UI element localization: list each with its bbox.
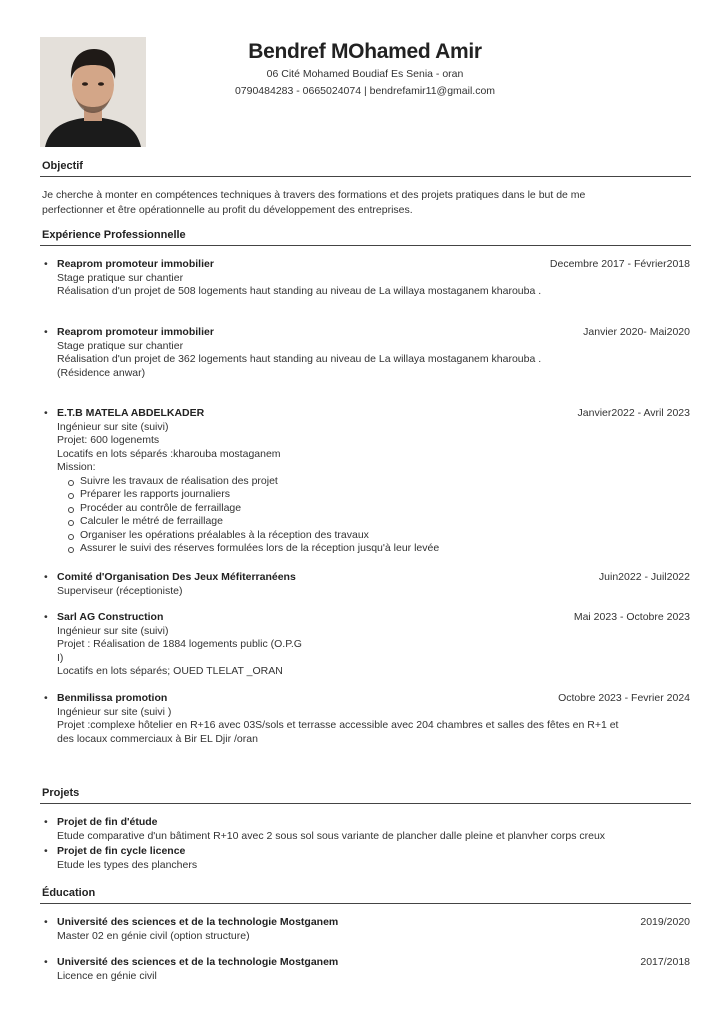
education-item: • Université des sciences et de la technologie Mostganem 2019/2020 Master 02 en génie civil (option structure): [44, 916, 690, 942]
experience-date: Octobre 2023 - Fevrier 2024: [558, 692, 690, 704]
education-title: Université des sciences et de la technologie Mostganem: [57, 916, 339, 928]
experience-title: E.T.B MATELA ABDELKADER: [57, 407, 205, 419]
experience-line: Ingénieur sur site (suivi): [57, 624, 169, 637]
experience-line: Mission:: [57, 461, 96, 473]
experience-line: Superviseur (réceptioniste): [57, 584, 183, 597]
experience-item: • Reaprom promoteur immobilier Janvier 2020- Mai2020 Stage pratique sur chantier Réalisation d'un projet de 362 logements haut standing au niveau de La willaya mostaganem kharouba . (Résidence anwar): [44, 326, 690, 379]
project-description: Etude comparative d'un bâtiment R+10 avec 2 sous sol sous variante de plancher dalle pleine et planvher corps creux: [57, 829, 606, 842]
candidate-name: Bendref MOhamed Amir: [248, 40, 482, 63]
experience-date: Decembre 2017 - Février2018: [549, 258, 690, 270]
section-divider: [40, 803, 691, 804]
education-description: Licence en génie civil: [57, 969, 157, 982]
mission-item: Procéder au contrôle de ferraillage: [44, 502, 690, 516]
project-title: Projet de fin cycle licence: [57, 845, 186, 857]
section-title-education: Éducation: [42, 887, 96, 899]
experience-item: • Reaprom promoteur immobilier Decembre 2017 - Février2018 Stage pratique sur chantier Réalisation d'un projet de 508 logements haut standing au niveau de La willaya mostaganem kharouba .: [44, 258, 690, 297]
experience-line: Locatifs en lots séparés :kharouba mostaganem: [57, 447, 281, 460]
education-date: 2019/2020: [640, 916, 690, 928]
education-date: 2017/2018: [640, 956, 690, 968]
experience-date: Janvier2022 - Avril 2023: [577, 407, 690, 419]
address: 06 Cité Mohamed Boudiaf Es Senia - oran: [266, 68, 464, 80]
mission-item: Préparer les rapports journaliers: [44, 488, 690, 502]
section-title-experience: Expérience Professionnelle: [42, 229, 186, 241]
experience-date: Janvier 2020- Mai2020: [583, 326, 690, 338]
experience-line: Ingénieur sur site (suivi): [57, 420, 169, 433]
mission-item: Assurer le suivi des réserves formulées lors de la réception jusqu'à leur levée: [44, 542, 690, 556]
experience-item: • Comité d'Organisation Des Jeux Méfiterranéens Juin2022 - Juil2022 Superviseur (réceptioniste): [44, 571, 690, 597]
experience-line: Réalisation d'un projet de 362 logements haut standing au niveau de La willaya mostaganem kharouba .: [57, 353, 542, 365]
portrait-image: [40, 37, 146, 147]
education-description: Master 02 en génie civil (option structure): [57, 929, 250, 942]
experience-line: I): [57, 651, 64, 664]
experience-line: Stage pratique sur chantier: [57, 271, 184, 284]
experience-date: Juin2022 - Juil2022: [598, 571, 690, 583]
section-divider: [40, 903, 691, 904]
section-divider: [40, 176, 691, 177]
experience-line: Projet : Réalisation de 1884 logements public (O.P.G: [57, 638, 302, 650]
cv-header: [150, 38, 580, 100]
project-title: Projet de fin d'étude: [57, 816, 158, 828]
objectif-line: perfectionner et être opérationnelle au profit du développement des entreprises.: [42, 204, 413, 216]
education-item: • Université des sciences et de la technologie Mostganem 2017/2018 Licence en génie civil: [44, 956, 690, 982]
education-title: Université des sciences et de la technologie Mostganem: [57, 956, 339, 968]
mission-item: Calculer le métré de ferraillage: [44, 515, 690, 529]
experience-title: Sarl AG Construction: [57, 611, 164, 623]
project-item: • Projet de fin cycle licence Etude les types des planchers: [44, 845, 690, 872]
experience-title: Comité d'Organisation Des Jeux Méfiterranéens: [57, 571, 296, 583]
experience-line: Réalisation d'un projet de 508 logements haut standing au niveau de La willaya mostaganem kharouba .: [57, 285, 542, 297]
experience-line: Stage pratique sur chantier: [57, 339, 184, 352]
experience-line: Ingénieur sur site (suivi ): [57, 705, 172, 718]
experience-item: • Sarl AG Construction Mai 2023 - Octobre 2023 Ingénieur sur site (suivi) Projet : Réalisation de 1884 logements public (O.P.G I) Locatifs en lots séparés; OUED TLELAT _ORAN: [44, 611, 690, 677]
contact-info: 0790484283 - 0665024074 | bendrefamir11@gmail.com: [234, 85, 496, 97]
experience-date: Mai 2023 - Octobre 2023: [573, 611, 690, 623]
project-item: • Projet de fin d'étude Etude comparative d'un bâtiment R+10 avec 2 sous sol sous variante de plancher dalle pleine et planvher corps creux: [44, 816, 690, 843]
experience-line: des locaux commerciaux à Bir EL Djir /oran: [57, 732, 258, 745]
profile-photo: [40, 37, 146, 147]
experience-title: Benmilissa promotion: [57, 692, 168, 704]
experience-item: • Benmilissa promotion Octobre 2023 - Fevrier 2024 Ingénieur sur site (suivi ) Projet :complexe hôtelier en R+16 avec 03S/sols et terrasse accessible avec 204 chambres et salles des fêtes en R+1 et des locaux commerciaux à Bir EL Djir /oran: [44, 692, 690, 745]
experience-item: • E.T.B MATELA ABDELKADER Janvier2022 - Avril 2023 Ingénieur sur site (suivi) Projet: 600 logenemts Locatifs en lots séparés :kharouba mostaganem Mission: Suivre les travaux de réalisation des projet Préparer les rapports journaliers Procéder au contrôle de ferraillage Calculer le métré de ferraillage Organiser les opérations préalables à la réception des travaux Assurer le suivi des réserves formulées lors de la réception jusqu'à leur levée: [44, 407, 690, 554]
experience-title: Reaprom promoteur immobilier: [57, 258, 214, 270]
experience-line: (Résidence anwar): [57, 366, 146, 379]
mission-item: Suivre les travaux de réalisation des projet: [44, 475, 690, 489]
objectif-text: [42, 188, 682, 218]
project-description: Etude les types des planchers: [57, 858, 198, 871]
experience-line: Projet: 600 logenemts: [57, 434, 160, 446]
experience-line: Locatifs en lots séparés; OUED TLELAT _ORAN: [57, 665, 283, 677]
section-title-projets: Projets: [42, 787, 80, 799]
section-title-objectif: Objectif: [42, 160, 83, 172]
experience-title: Reaprom promoteur immobilier: [57, 326, 214, 338]
experience-line: Projet :complexe hôtelier en R+16 avec 03S/sols et terrasse accessible avec 204 chambres et salles des fêtes en R+1 et: [57, 719, 619, 731]
mission-item: Organiser les opérations préalables à la réception des travaux: [44, 529, 690, 543]
section-divider: [40, 245, 691, 246]
objectif-line: Je cherche à monter en compétences techniques à travers des formations et des projets pratiques dans le but de me: [42, 189, 586, 201]
